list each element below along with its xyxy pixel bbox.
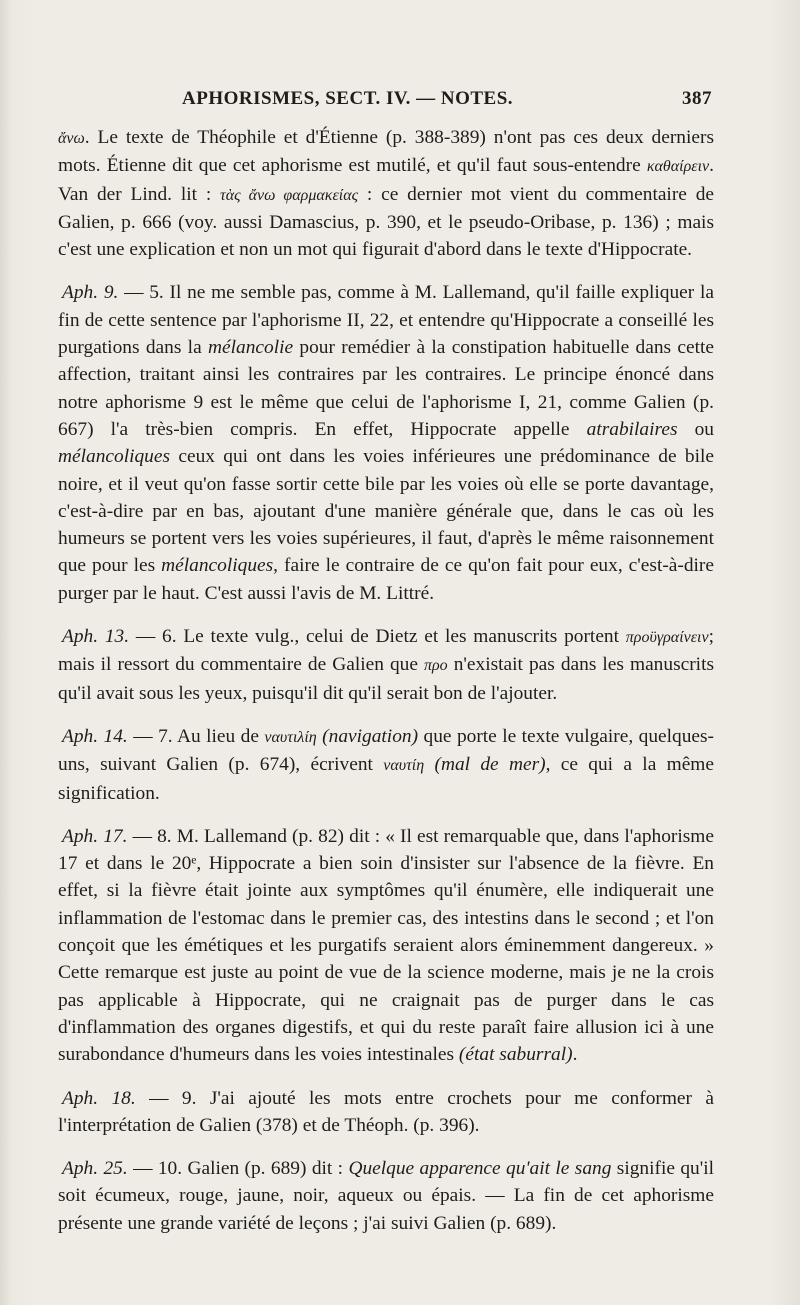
note-text: καθαίρειν <box>646 158 710 176</box>
note-text: (mal de mer) <box>424 754 546 776</box>
note-text: — 6. Le texte vulg., celui de Dietz et les manuscrits portent <box>129 626 626 648</box>
note-text: ἄνω <box>58 130 85 147</box>
aphorism-reference: Aph. 9. <box>62 282 119 304</box>
aphorism-reference: Aph. 25. <box>62 1158 128 1180</box>
note-text: mélancoliques <box>58 446 171 468</box>
aphorism-reference: Aph. 18. <box>62 1087 136 1109</box>
aphorism-reference: Aph. 13. <box>62 626 130 648</box>
note-paragraph <box>58 1085 714 1140</box>
note-paragraph <box>58 823 714 1069</box>
note-text: ceux qui ont dans les voies inférieures une prédominance de bile noire, et il veut qu'on fasse sortir cette bile par les voies où elle se porte davantage, c'est-à-dire par en bas, ajoutant d'une manière générale que, dans le cas où les humeurs se portent vers les voies supérieures, il faut, d'après le même raisonnement que pour les <box>58 446 714 577</box>
note-text: προϋγραίνειν <box>625 629 709 647</box>
note-paragraph <box>58 623 714 707</box>
note-text: pour remédier à la constipation habituelle dans cette affection, traitant ainsi les contraires par les contraires. Le principe énoncé dans notre aphorisme 9 est le même que celui de l'aphorisme I, 21, comme Galien (p. 667) l'a très-bien compris. En effet, Hippocrate appelle <box>58 337 715 440</box>
note-text: τὰς ἄνω φαρμακείας <box>220 186 359 204</box>
note-text: — 5. Il ne me semble pas, comme à M. Lallemand, qu'il faille expliquer la fin de cette sentence par l'aphorisme II, 22, et entendre qu'Hippocrate a conseillé les purgations dans la <box>58 282 714 359</box>
note-text: , faire le contraire de ce qu'on fait pour eux, c'est-à-dire purger par le haut. C'est aussi l'avis de M. Littré. <box>58 555 714 604</box>
note-text: . <box>572 1044 578 1066</box>
note-paragraph <box>58 723 714 807</box>
note-text: — 7. Au lieu de <box>127 725 265 747</box>
note-text: mélancolie <box>208 337 294 359</box>
note-text: (navigation) <box>316 725 419 747</box>
note-text: ou <box>677 418 714 440</box>
header-title: APHORISMES, SECT. IV. — NOTES. <box>182 88 514 109</box>
aphorism-reference: Aph. 17. <box>62 825 128 847</box>
note-text: Quelque apparence qu'ait le sang <box>348 1158 612 1180</box>
running-header <box>60 88 712 112</box>
note-text: mélancoliques <box>161 555 274 577</box>
note-text: ναυτιλίη <box>264 728 317 746</box>
note-paragraph <box>58 124 714 263</box>
note-text: ναυτίη <box>383 757 425 775</box>
note-text: atrabilaires <box>586 418 678 440</box>
note-text: : ce dernier mot vient du commentaire de Galien, p. 666 (voy. aussi Damascius, p. 390, et le pseudo-Oribase, p. 136) ; mais c'est une explication et non un mot qui figurait d'abord dans le texte d'Hippocrate. <box>58 183 715 261</box>
note-text: signifie qu'il soit écumeux, rouge, jaune, noir, aqueux ou épais. — La fin de cet aphorisme présente une grande variété de leçons ; j'ai suivi Galien (p. 689). <box>58 1158 714 1234</box>
note-text: — 9. J'ai ajouté les mots entre crochets pour me conformer à l'interprétation de Galien (378) et de Théoph. (p. 396). <box>58 1087 714 1136</box>
note-paragraph <box>58 279 714 607</box>
note-text: . Le texte de Théophile et d'Étienne (p. 388-389) n'ont pas ces deux derniers mots. Étienne dit que cet aphorisme est mutilé, et qu'il faut sous-entendre <box>58 127 714 177</box>
note-text: προ <box>423 657 448 675</box>
note-paragraph <box>58 1155 714 1237</box>
note-text: , ce qui a la même signification. <box>58 754 714 804</box>
note-text: — 8. M. Lallemand (p. 82) dit : « Il est remarquable que, dans l'aphorisme 17 et dans le 20ᵉ, Hippocrate a bien soin d'insister sur l'absence de la fièvre. En effet, si la fièvre était jointe aux symptômes qu'il énumère, elle indiquerait une inflammation de l'estomac dans le premier cas, des intestins dans le second ; et l'on conçoit que les émétiques et les purgatifs seraient alors éminemment dangereux. » Cette remarque est juste au point de vue de la science moderne, mais je ne la crois pas applicable à Hippocrate, qui ne craignait pas de purger dans le cas d'inflammation des organes digestifs, et qui du reste paraît faire allusion ici à une surabondance d'humeurs dans les voies intestinales <box>58 825 715 1066</box>
note-text: — 10. Galien (p. 689) dit : <box>127 1158 349 1180</box>
note-text: (état saburral) <box>458 1044 573 1066</box>
note-text: . Van der Lind. lit : <box>58 155 714 205</box>
page-number: 387 <box>682 88 712 109</box>
aphorism-reference: Aph. 14. <box>62 725 128 747</box>
note-text: n'existait pas dans les manuscrits qu'il avait sous les yeux, puisqu'il dit qu'il serait bon de l'ajouter. <box>58 654 715 704</box>
notes-body <box>58 124 714 1237</box>
note-text: ; mais il ressort du commentaire de Galien que <box>58 626 714 676</box>
note-text: que porte le texte vulgaire, quelques-uns, suivant Galien (p. 674), écrivent <box>58 725 715 776</box>
